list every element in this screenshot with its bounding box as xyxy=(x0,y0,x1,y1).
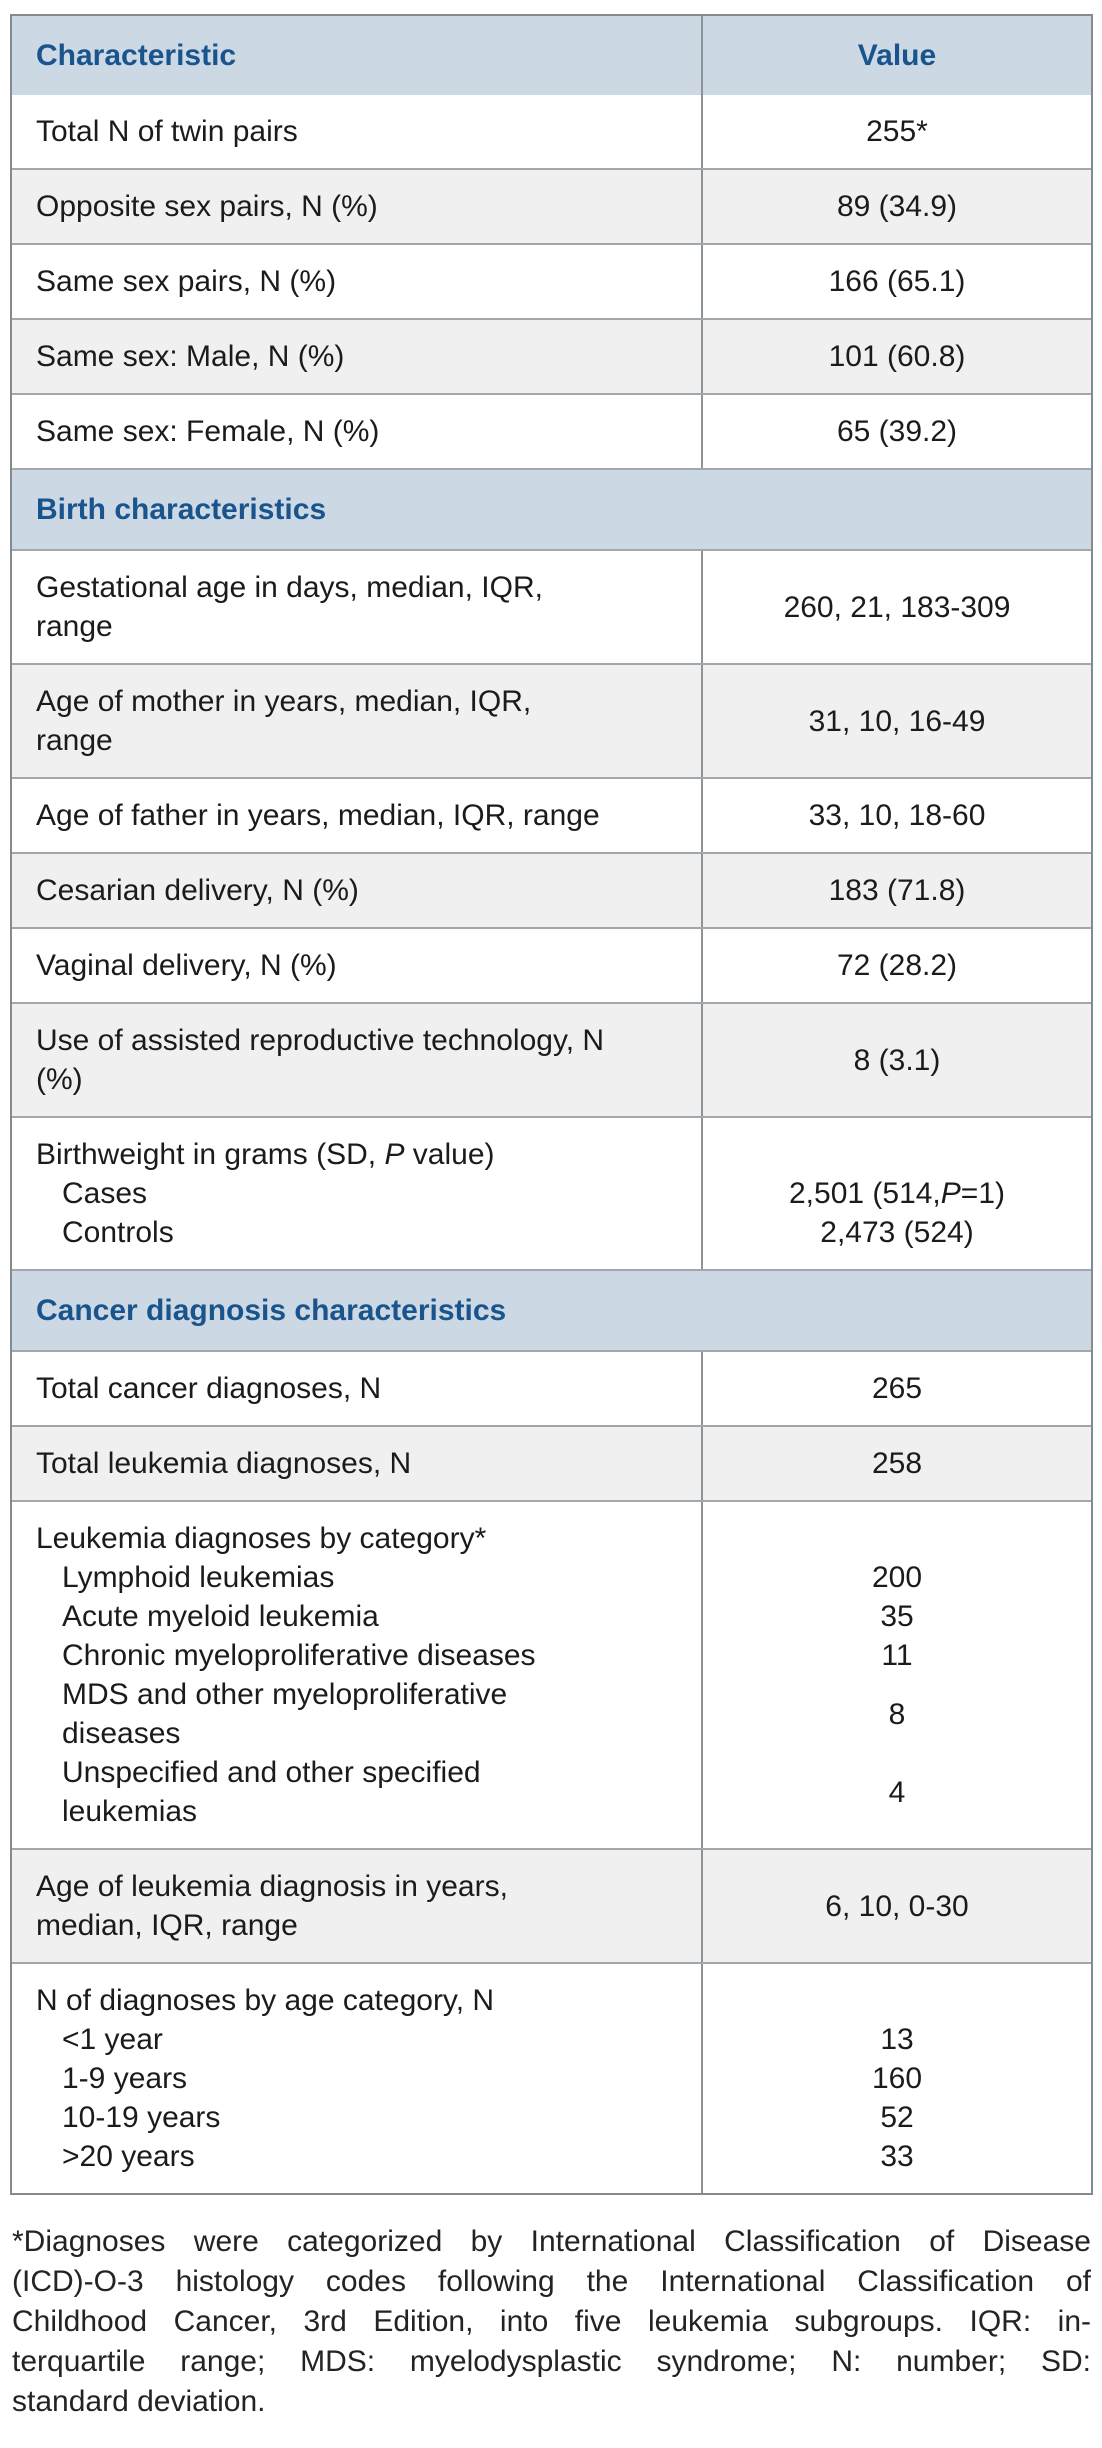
row-label xyxy=(12,1427,701,1500)
row-value xyxy=(701,1352,1091,1425)
row-label-line: 10-19 years xyxy=(62,2101,221,2134)
row-label-line: Cesarian delivery, N (%) xyxy=(36,874,359,907)
row-value xyxy=(701,929,1091,1002)
section-header-row xyxy=(12,1269,1091,1350)
row-label-line: (%) xyxy=(36,1063,83,1096)
row-value-line: 265 xyxy=(871,1372,923,1405)
table-row xyxy=(12,1500,1091,1848)
section-header-label: Cancer diagnosis characteristics xyxy=(36,1294,507,1327)
row-value-line: 183 (71.8) xyxy=(828,874,966,907)
row-label-line: Total N of twin pairs xyxy=(36,115,298,148)
footnote-line: (ICD)-O-3 histology codes following the International Classification of xyxy=(12,2265,1091,2298)
footnote-line: *Diagnoses were categorized by International Classification of Disease xyxy=(12,2225,1091,2258)
row-label-line: diseases xyxy=(62,1717,181,1750)
row-label-line: Same sex: Female, N (%) xyxy=(36,415,380,448)
row-value-line: 89 (34.9) xyxy=(836,190,958,223)
row-label-line: Use of assisted reproductive technology, N xyxy=(36,1024,605,1057)
row-value-line: 8 (3.1) xyxy=(853,1043,941,1077)
column-header-value: Value xyxy=(701,16,1091,95)
row-value-line: 260, 21, 183-309 xyxy=(783,590,1011,624)
row-label xyxy=(12,1502,701,1848)
row-value-line: 11 xyxy=(881,1639,913,1672)
row-label xyxy=(12,1964,701,2193)
row-value xyxy=(701,551,1091,663)
row-label-line: Controls xyxy=(62,1216,174,1249)
row-label xyxy=(12,395,701,468)
table-row xyxy=(12,95,1091,168)
row-value xyxy=(701,170,1091,243)
row-label xyxy=(12,320,701,393)
footnote-line: standard deviation. xyxy=(12,2385,266,2418)
row-value-line: 33 xyxy=(880,2140,914,2173)
row-label-line: >20 years xyxy=(62,2140,195,2173)
row-label-line: Chronic myeloproliferative diseases xyxy=(62,1639,536,1672)
row-label xyxy=(12,551,701,663)
row-value xyxy=(701,854,1091,927)
row-label-line: Age of father in years, median, IQR, range xyxy=(36,799,600,832)
row-value-line: 2,501 (514, P =1) xyxy=(788,1177,1005,1210)
row-label xyxy=(12,1352,701,1425)
row-label-line: 1-9 years xyxy=(62,2062,188,2095)
row-label-line: Age of mother in years, median, IQR, xyxy=(36,685,532,718)
row-label xyxy=(12,170,701,243)
column-header-characteristic: Characteristic xyxy=(36,39,237,72)
row-value-line: 200 xyxy=(871,1561,923,1594)
row-label-line: Total leukemia diagnoses, N xyxy=(36,1447,412,1480)
row-value xyxy=(701,1427,1091,1500)
table-row xyxy=(12,1116,1091,1269)
table-row xyxy=(12,549,1091,663)
row-label-line: <1 year xyxy=(62,2023,163,2056)
row-value-line: 101 (60.8) xyxy=(828,340,966,373)
row-label xyxy=(12,1118,701,1269)
row-label-line: median, IQR, range xyxy=(36,1909,298,1942)
table-header-row xyxy=(12,16,1091,95)
row-value xyxy=(701,320,1091,393)
row-label xyxy=(12,779,701,852)
row-label-line: Unspecified and other specified xyxy=(62,1756,481,1789)
table-row xyxy=(12,168,1091,243)
table-row xyxy=(12,318,1091,393)
row-value xyxy=(701,245,1091,318)
table-row xyxy=(12,663,1091,777)
row-value-line: 31, 10, 16-49 xyxy=(808,704,986,738)
row-label-line: N of diagnoses by age category, N xyxy=(36,1984,495,2017)
row-label xyxy=(12,1850,701,1962)
row-label xyxy=(12,854,701,927)
section-header-label: Birth characteristics xyxy=(36,493,327,526)
characteristics-table xyxy=(10,14,1093,2195)
row-label xyxy=(12,245,701,318)
row-value-line: 2,473 (524) xyxy=(820,1216,974,1249)
row-label-line: range xyxy=(36,610,113,643)
row-label-line: Lymphoid leukemias xyxy=(62,1561,335,1594)
row-value xyxy=(701,1118,1091,1269)
row-label-line: MDS and other myeloproliferative xyxy=(62,1678,508,1711)
row-value xyxy=(701,1964,1091,2193)
row-value xyxy=(701,395,1091,468)
row-value-line: 13 xyxy=(880,2023,914,2056)
row-value-line: 255* xyxy=(866,115,928,148)
row-label-line: Gestational age in days, median, IQR, xyxy=(36,571,543,604)
section-header-row xyxy=(12,468,1091,549)
row-value xyxy=(701,665,1091,777)
table-row xyxy=(12,1425,1091,1500)
row-value xyxy=(701,779,1091,852)
row-value-line: 52 xyxy=(880,2101,914,2134)
row-value-line: 72 (28.2) xyxy=(836,949,958,982)
row-label-line: Acute myeloid leukemia xyxy=(62,1600,379,1633)
row-value-line xyxy=(711,1981,1083,2020)
footnote-line: Childhood Cancer, 3rd Edition, into five leukemia subgroups. IQR: in- xyxy=(12,2305,1091,2338)
row-value xyxy=(701,1004,1091,1116)
table-row xyxy=(12,1962,1091,2193)
row-value-line: 65 (39.2) xyxy=(836,415,958,448)
row-value-line: 166 (65.1) xyxy=(828,265,966,298)
row-value-line xyxy=(711,1519,1083,1558)
row-value-line: 33, 10, 18-60 xyxy=(808,799,986,832)
row-value-line: 160 xyxy=(871,2062,923,2095)
row-label-line: Birthweight in grams (SD, P value) xyxy=(36,1138,495,1171)
table-row xyxy=(12,1350,1091,1425)
row-label xyxy=(12,1004,701,1116)
row-label-line: leukemias xyxy=(62,1795,198,1828)
row-value xyxy=(701,1850,1091,1962)
table-row xyxy=(12,393,1091,468)
row-label-line: range xyxy=(36,724,113,757)
row-label-line: Total cancer diagnoses, N xyxy=(36,1372,382,1405)
row-label-line: Age of leukemia diagnosis in years, xyxy=(36,1870,508,1903)
row-value-line: 258 xyxy=(871,1447,923,1480)
row-label-line: Same sex: Male, N (%) xyxy=(36,340,345,373)
row-label-line: Opposite sex pairs, N (%) xyxy=(36,190,378,223)
row-value-line: 35 xyxy=(880,1600,914,1633)
row-label-line: Same sex pairs, N (%) xyxy=(36,265,337,298)
table-row xyxy=(12,852,1091,927)
row-value-line: 8 xyxy=(888,1697,906,1731)
table-body xyxy=(12,95,1091,2193)
row-value-line xyxy=(711,1135,1083,1174)
row-label-line: Leukemia diagnoses by category* xyxy=(36,1522,487,1555)
table-row xyxy=(12,1002,1091,1116)
row-label xyxy=(12,665,701,777)
row-value xyxy=(701,95,1091,168)
table-row xyxy=(12,243,1091,318)
row-label xyxy=(12,95,701,168)
table-row xyxy=(12,777,1091,852)
row-label-line: Vaginal delivery, N (%) xyxy=(36,949,337,982)
row-value-line: 6, 10, 0-30 xyxy=(825,1889,969,1923)
table-row xyxy=(12,1848,1091,1962)
footnote xyxy=(10,2222,1093,2422)
table-row xyxy=(12,927,1091,1002)
row-value-line: 4 xyxy=(888,1775,906,1809)
row-value xyxy=(701,1502,1091,1848)
footnote-line: terquartile range; MDS: myelodysplastic syndrome; N: number; SD: xyxy=(12,2345,1091,2378)
row-label-line: Cases xyxy=(62,1177,148,1210)
row-label xyxy=(12,929,701,1002)
